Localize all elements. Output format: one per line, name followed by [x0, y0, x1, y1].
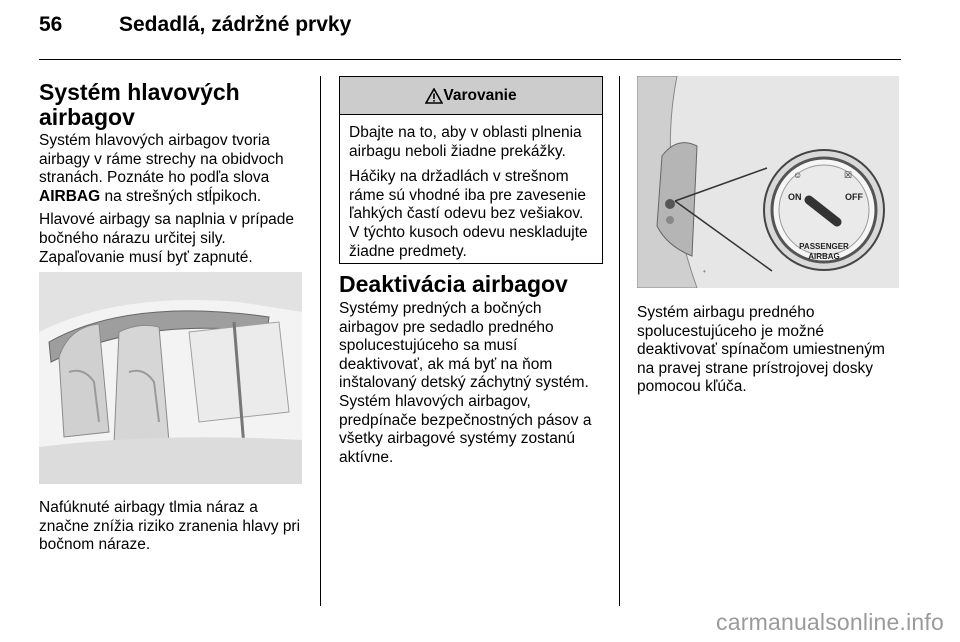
- heading-head-airbags: Systém hlavových airbagov: [39, 79, 240, 130]
- svg-text:•: •: [703, 267, 706, 276]
- header-rule: [39, 59, 901, 60]
- airbag-off-icon: ☒: [844, 170, 853, 180]
- intro-text-end: na strešných stĺpikoch.: [100, 187, 262, 205]
- paragraph-deactivation: Systémy predných a bočných airbagov pre sedadlo predného spolucestujúceho sa musí deaktivovať, ak má byť na ňom inštalovaný detský záchytný systém. Systém hlavových airbagov, predpínače bezpečnostných pásov a všetky airbagové systémy zostanú aktívne.: [339, 300, 592, 466]
- airbag-switch-illustration: [637, 76, 899, 288]
- page-number: 56: [39, 13, 63, 36]
- paragraph-deploy: Hlavové airbagy sa naplnia v prípade bočného nárazu určitej sily.: [39, 211, 295, 247]
- warning-paragraph-1: Dbajte na to, aby v oblasti plnenia airbagu neboli žiadne prekážky.: [349, 124, 582, 160]
- switch-on-label: ON: [788, 192, 802, 202]
- paragraph-head-airbags-intro: [39, 132, 311, 206]
- warning-box: [339, 76, 603, 264]
- paragraph-ignition: Zapaľovanie musí byť zapnuté.: [39, 248, 253, 266]
- switch-label-line2: AIRBAG: [808, 252, 840, 261]
- dashboard-switch-image: [637, 76, 899, 288]
- right-caption-block: [637, 304, 901, 402]
- figure-caption-switch: Systém airbagu predného spolucestujúceho je možné deaktivovať spínačom umiestneným na pravej strane prístrojovej dosky pomocou kľúča.: [637, 304, 885, 396]
- warning-header: [340, 77, 602, 115]
- warning-triangle-icon: [425, 88, 443, 104]
- figure-caption-airbags: Nafúknuté airbagy tlmia náraz a značne znížia riziko zranenia hlavy pri bočnom náraze.: [39, 499, 301, 554]
- car-interior-airbag-image: [39, 272, 302, 484]
- warning-paragraph-2: Háčiky na držadlách v strešnom ráme sú vhodné iba pre zavesenie ľahkých častí odevu bez vešiakov. V týchto kusoch odevu neskladujte žiadne predmety.: [349, 168, 588, 260]
- airbag-keyword: AIRBAG: [39, 187, 101, 205]
- section-title: Sedadlá, zádržné prvky: [119, 13, 352, 36]
- head-airbag-illustration: [39, 272, 302, 484]
- warning-title: Varovanie: [443, 86, 517, 104]
- column-divider-right: [619, 76, 620, 606]
- switch-off-label: OFF: [845, 192, 863, 202]
- airbag-on-icon: ☺: [793, 170, 803, 180]
- heading-deactivation: Deaktivácia airbagov: [339, 271, 568, 297]
- intro-text: Systém hlavových airbagov tvoria airbagy v ráme strechy na obidvoch stranách. Poznáte ho podľa slova: [39, 132, 284, 187]
- warning-body: [340, 115, 602, 261]
- column-divider-left: [320, 76, 321, 606]
- watermark: carmanualsonline.info: [716, 609, 944, 635]
- left-caption-block: [39, 499, 311, 560]
- middle-column: [339, 272, 605, 472]
- switch-label-line1: PASSENGER: [799, 242, 849, 251]
- left-column: [39, 80, 311, 272]
